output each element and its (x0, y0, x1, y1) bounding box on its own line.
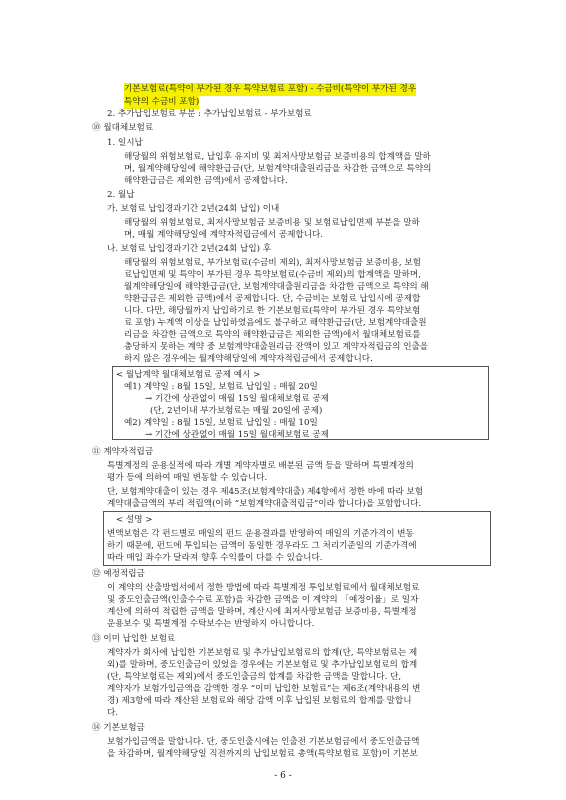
text-line: 예2) 계약일 : 8월 15일, 보험료 납입일 : 매월 10일 (124, 418, 318, 428)
text-line: 보험가입금액을 말합니다. 단, 중도인출시에는 인출전 기본보험금에서 중도인출금액 (107, 737, 420, 747)
text-line: 경) 제3항에 따라 계산된 보험료와 해당 감액 이후 납입된 보험료의 합계를 말합니 (107, 696, 412, 706)
text-line: 운용보수 및 특별계정 수탁보수는 반영하지 아니합니다. (107, 619, 315, 629)
text-line: ⑫ 예정적립금 (92, 569, 145, 579)
text-line: 며, 매월 계약해당일에 계약자적립금에서 공제합니다. (124, 230, 324, 240)
text-line: 및 중도인출금액(인출수수료 포함)을 차감한 금액을 이 계약의 「예정이율」로 일자 (107, 595, 419, 605)
text-line: 예1) 계약일 : 8월 15일, 보험료 납입일 : 매월 20일 (124, 382, 318, 392)
text-line: 충당하지 못하는 계약 중 보험계약대출원리금 잔액이 있고 계약자적립금의 인출을 (124, 342, 429, 352)
text-line: 다. (107, 708, 119, 718)
text-line: 계약대출금액의 부리 적립액(이하 “보험계약대출적립금”이라 합니다)을 포함합니다. (107, 499, 422, 509)
text-line: 가. 보험료 납입경과기간 2년(24회 납입) 이내 (107, 204, 280, 214)
text-line: → 기간에 상관없이 매월 15일 월대체보험료 공제 (145, 394, 329, 404)
text-line: 리금을 차감한 금액으로 특약의 해약환급금은 제외한 금액)에서 월대체보험료를 (124, 330, 421, 340)
text-line: 계산에 의하여 적립한 금액을 말하며, 계산시에 최저사망보험금 보증비용, 특별계정 (107, 607, 417, 617)
text-line: ⑩ 월대체보험료 (92, 123, 154, 133)
text-line: 료납입면제 및 특약이 부가된 경우 특약보험료(수금비 제외)의 합계액을 말하며, (124, 270, 421, 280)
text-line: → 기간에 상관없이 매월 15일 월대체보험료 공제 (145, 430, 329, 440)
text-line: 월계약해당일에 해약환급금(단, 보험계약대출원리금을 차감한 금액으로 특약의 해 (124, 282, 429, 292)
text-line: 니다. 다만, 해당월까지 납입하기로 한 기본보험료(특약이 부가된 경우 특약보험 (124, 306, 421, 316)
text-line: 1. 일시납 (107, 138, 143, 148)
text-line: 해당월의 위험보험료, 부가보험료(수금비 제외), 최저사망보험금 보증비용, 보험 (124, 258, 421, 268)
text-line: ⑬ 이미 납입한 보험료 (92, 634, 176, 644)
text-line: < 설명 > (116, 515, 153, 525)
text-line: 특별계정의 운용실적에 따라 개별 계약자별로 배분된 금액 등을 말하며 특별계정의 (107, 461, 414, 471)
text-line: 료 포함) 누계액 이상을 납입하였음에도 불구하고 해약환급금(단, 보험계약대출원 (124, 318, 427, 328)
text-line: ⑭ 기본보험금 (92, 723, 145, 733)
text-line: 특약의 수금비 포함) (124, 97, 200, 107)
text-line: 약환급금은 제외한 금액)에서 공제합니다. 단, 수금비는 보험료 납입시에 공제합 (124, 294, 421, 304)
text-line: ⑪ 계약자적립금 (92, 447, 154, 457)
text-line: 해당월의 위험보험료, 납입후 유지비 및 최저사망보험금 보증비용의 합계액을 말하 (124, 152, 431, 162)
text-line: 해당월의 위험보험료, 최저사망보험금 보증비용 및 보험료납입면제 부분을 말하 (124, 218, 420, 228)
text-line: (단, 2년이내 부가보험료는 매월 20일에 공제) (150, 406, 323, 416)
text-line: < 월납계약 월대체보험료 공제 예시 > (116, 370, 261, 380)
text-line: 평가 등에 의하여 매일 변동할 수 있습니다. (107, 473, 268, 483)
text-line: 나. 보험료 납입경과기간 2년(24회 납입) 후 (107, 244, 272, 254)
text-line: 계약자가 보험가입금액을 감액한 경우 “이미 납입한 보험료”는 제6조(계약내용의 변 (107, 684, 421, 694)
text-line: 을 차감하며, 월계약해당일 직전까지의 납입보험료 총액(특약보험료 포함)이 기본보 (107, 749, 418, 759)
text-line: 따라 매입 좌수가 달라져 향후 수익률이 다를 수 있습니다. (107, 553, 323, 563)
text-line: 단, 보험계약대출이 있는 경우 제45조(보험계약대출) 제4항에서 정한 바에 따라 보험 (107, 487, 424, 497)
text-line: (단, 특약보험료는 제외)에서 중도인출금의 합계를 차감한 금액을 말합니다. 단, (107, 672, 402, 682)
text-line: 기본보험료(특약이 부가된 경우 특약보험료 포함) - 수금비(특약이 부가된 경우 (124, 84, 417, 94)
text-line: 변액보험은 각 펀드별로 매일의 펀드 운용결과를 반영하여 매일의 기준가격이 변동 (107, 529, 414, 539)
text-line: 하기 때문에, 펀드에 투입되는 금액이 동일한 경우라도 그 처리기준일의 기준가격에 (107, 541, 417, 551)
text-line: 하지 않은 경우에는 월계약해당일에 계약자적립금에서 공제합니다. (124, 354, 373, 364)
text-line: 외)를 말하며, 중도인출금이 있었을 경우에는 기본보험료 및 추가납입보험료의 합계 (107, 660, 418, 670)
text-line: 2. 월납 (107, 190, 135, 200)
text-line: 계약자가 회사에 납입한 기본보험료 및 추가납입보험료의 합계(단, 특약보험료는 제 (107, 648, 418, 658)
text-line: 2. 추가납입보험료 부분 : 추가납입보험료 - 부가보험료 (107, 109, 312, 119)
text-line: 해약환급금은 제외한 금액)에서 공제합니다. (124, 176, 288, 186)
page-number: - 6 - (274, 771, 292, 781)
text-line: 며, 월계약해당일에 해약환급금(단, 보험계약대출원리금을 차감한 금액으로 특약의 (124, 164, 432, 174)
text-line: 이 계약의 산출방법서에서 정한 방법에 따라 특별계정 투입보험료에서 월대체보험료 (107, 583, 420, 593)
